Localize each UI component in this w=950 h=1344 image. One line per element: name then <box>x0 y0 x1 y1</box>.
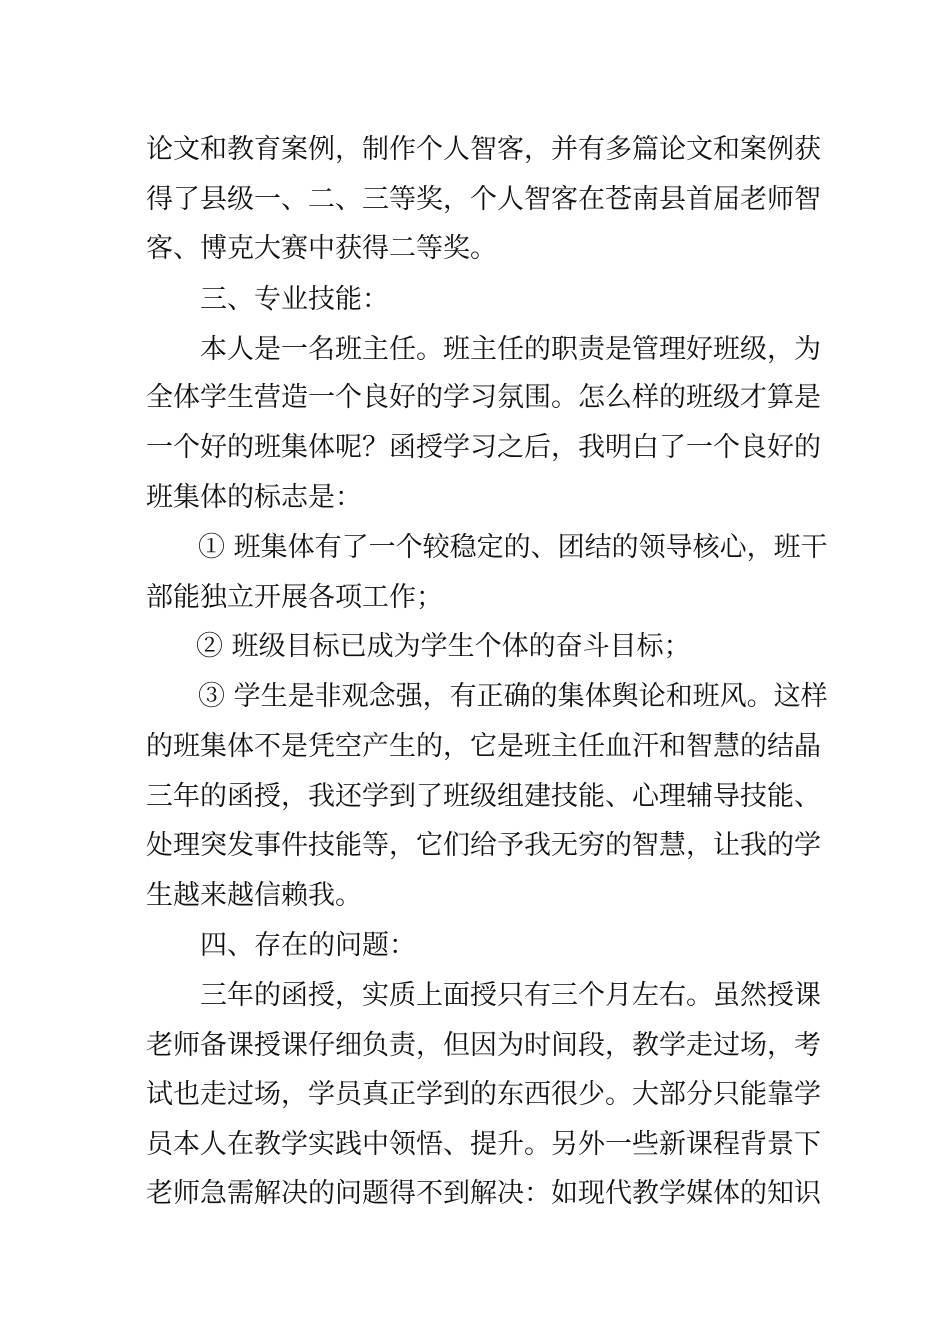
list-item-3-line-1: ③ 学生是非观念强，有正确的集体舆论和班风。这样 <box>198 681 828 712</box>
text-line-3: 客、博克大赛中获得二等奖。 <box>146 233 497 264</box>
list-item-1-line-2: 部能独立开展各项工作； <box>146 582 443 613</box>
text-line-14: 三年的函授，我还学到了班级组建技能、心理辅导技能、 <box>146 781 821 812</box>
text-line-19: 老师备课授课仔细负责，但因为时间段，教学走过场，考 <box>146 1030 821 1061</box>
text-line-7: 一个好的班集体呢？函授学习之后，我明白了一个良好的 <box>146 432 821 463</box>
text-line-22: 老师急需解决的问题得不到解决：如现代教学媒体的知识 <box>146 1178 821 1209</box>
text-line-18: 三年的函授，实质上面授只有三个月左右。虽然授课 <box>200 980 821 1011</box>
list-item-2: ② 班级目标已成为学生个体的奋斗目标； <box>196 631 691 662</box>
text-line-21: 员本人在教学实践中领悟、提升。另外一些新课程背景下 <box>146 1129 821 1160</box>
section-heading-existing-problems: 四、存在的问题： <box>200 930 416 961</box>
text-line-8: 班集体的标志是： <box>146 482 362 513</box>
text-line-2: 得了县级一、二、三等奖，个人智客在苍南县首届老师智 <box>146 184 821 215</box>
text-line-15: 处理突发事件技能等，它们给予我无穷的智慧，让我的学 <box>146 830 821 861</box>
text-line-5: 本人是一名班主任。班主任的职责是管理好班级，为 <box>200 334 821 365</box>
list-item-1-line-1: ① 班集体有了一个较稳定的、团结的领导核心，班干 <box>198 532 828 563</box>
text-line-13: 的班集体不是凭空产生的，它是班主任血汗和智慧的结晶 <box>146 731 821 762</box>
text-line-20: 试也走过场，学员真正学到的东西很少。大部分只能靠学 <box>146 1079 821 1110</box>
text-line-6: 全体学生营造一个良好的学习氛围。怎么样的班级才算是 <box>146 382 821 413</box>
text-line-1: 论文和教育案例，制作个人智客，并有多篇论文和案例获 <box>146 134 821 165</box>
section-heading-professional-skills: 三、专业技能： <box>200 284 389 315</box>
text-line-16: 生越来越信赖我。 <box>146 880 362 911</box>
